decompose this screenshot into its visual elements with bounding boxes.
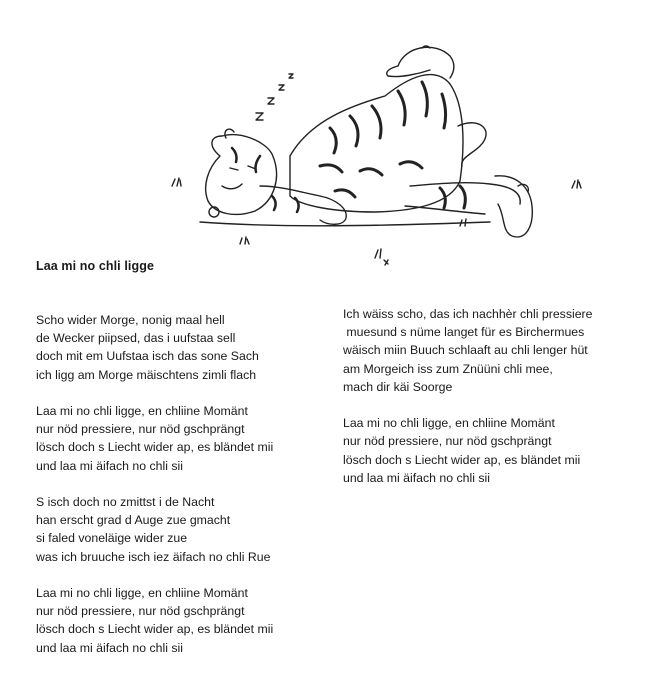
lyric-line: und laa mi äifach no chli sii xyxy=(343,470,490,485)
lyric-line: nur nöd pressiere, nur nöd gschprängt xyxy=(343,434,552,449)
lyric-line: ich ligg am Morge mäischtens zimli flach xyxy=(36,367,257,382)
lyric-line: Laa mi no chli ligge, en chliine Momänt xyxy=(343,416,555,431)
lyric-line: Laa mi no chli ligge, en chliine Momänt xyxy=(36,586,248,600)
right-column xyxy=(343,305,643,505)
lyric-line: lösch doch s Liecht wider ap, es bländet mii xyxy=(343,452,581,467)
lyric-line: und laa mi äifach no chli sii xyxy=(36,458,183,473)
lyric-line: nur nöd pressiere, nur nöd gschprängt xyxy=(36,422,245,437)
lyric-line: lösch doch s Liecht wider ap, es bländet mii xyxy=(36,622,274,637)
stanza xyxy=(36,311,326,384)
lyric-line: mach dir käi Soorge xyxy=(343,379,453,394)
lyric-line: und laa mi äifach no chli sii xyxy=(36,640,183,655)
stanza xyxy=(343,305,643,396)
lyric-line: S isch doch no zmittst i de Nacht xyxy=(36,495,215,509)
lyric-line: was ich bruuche isch iez äifach no chli Rue xyxy=(36,549,271,564)
chorus-stanza xyxy=(343,414,643,487)
chorus-stanza xyxy=(36,584,326,657)
lyric-line: muesund s nüme langet für es Birchermues xyxy=(343,325,585,340)
chorus-stanza xyxy=(36,402,326,475)
left-column xyxy=(36,311,326,675)
song-title: Laa mi no chli ligge xyxy=(36,259,154,273)
lyric-line: Laa mi no chli ligge, en chliine Momänt xyxy=(36,404,248,418)
lyric-line: lösch doch s Liecht wider ap, es bländet mii xyxy=(36,440,274,455)
lyric-line: nur nöd pressiere, nur nöd gschprängt xyxy=(36,604,245,619)
lyric-line: Ich wäiss scho, das ich nachhèr chli pressiere xyxy=(343,307,593,321)
lyric-line: doch mit em Uufstaa isch das sone Sach xyxy=(36,349,259,364)
lyric-line: han erscht grad d Auge zue gmacht xyxy=(36,513,231,528)
sleeping-tiger-illustration xyxy=(160,36,600,276)
stanza xyxy=(36,493,326,566)
lyric-line: wäisch miin Buuch schlaaft au chli lenger hüt xyxy=(343,343,588,358)
lyric-line: am Morgeich iss zum Znüüni chli mee, xyxy=(343,361,553,376)
lyric-line: si faled voneläige wider zue xyxy=(36,531,188,546)
lyric-line: de Wecker piipsed, das i uufstaa sell xyxy=(36,331,236,346)
lyric-line: Scho wider Morge, nonig maal hell xyxy=(36,313,225,327)
